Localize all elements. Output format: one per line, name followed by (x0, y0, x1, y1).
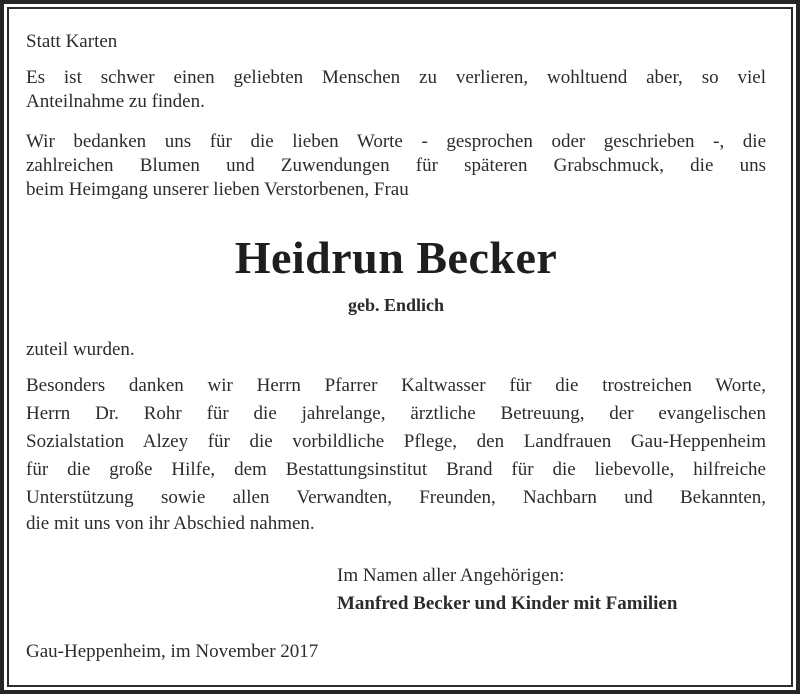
special-thanks-line-1: Besonders danken wir Herrn Pfarrer Kaltwasser für die trostreichen Worte, (26, 375, 766, 396)
notice-heading: Statt Karten (26, 31, 118, 52)
thanks-line-1: Wir bedanken uns für die lieben Worte - gesprochen oder geschrieben -, die (26, 131, 766, 152)
signature-name: Manfred Becker und Kinder mit Familien (337, 593, 678, 614)
continuation-text: zuteil wurden. (26, 339, 135, 360)
deceased-name: Heidrun Becker (234, 232, 558, 283)
thanks-line-3: beim Heimgang unserer lieben Verstorbenen, Frau (26, 179, 409, 200)
special-thanks-line-3: Sozialstation Alzey für die vorbildliche Pflege, den Landfrauen Gau-Heppenheim (26, 431, 766, 452)
intro-line-1: Es ist schwer einen geliebten Menschen zu verlieren, wohltuend aber, so viel (26, 67, 766, 88)
special-thanks-line-5: Unterstützung sowie allen Verwandten, Freunden, Nachbarn und Bekannten, (26, 487, 766, 508)
signature-intro: Im Namen aller Angehörigen: (337, 565, 565, 586)
special-thanks-line-2: Herrn Dr. Rohr für die jahrelange, ärztliche Betreuung, der evangelischen (26, 403, 766, 424)
special-thanks-line-4: für die große Hilfe, dem Bestattungsinstitut Brand für die liebevolle, hilfreiche (26, 459, 766, 480)
intro-line-2: Anteilnahme zu finden. (26, 91, 205, 112)
thanks-line-2: zahlreichen Blumen und Zuwendungen für späteren Grabschmuck, die uns (26, 155, 766, 176)
special-thanks-line-6: die mit uns von ihr Abschied nahmen. (26, 513, 315, 534)
place-date: Gau-Heppenheim, im November 2017 (26, 641, 319, 662)
maiden-name: geb. Endlich (347, 295, 445, 315)
